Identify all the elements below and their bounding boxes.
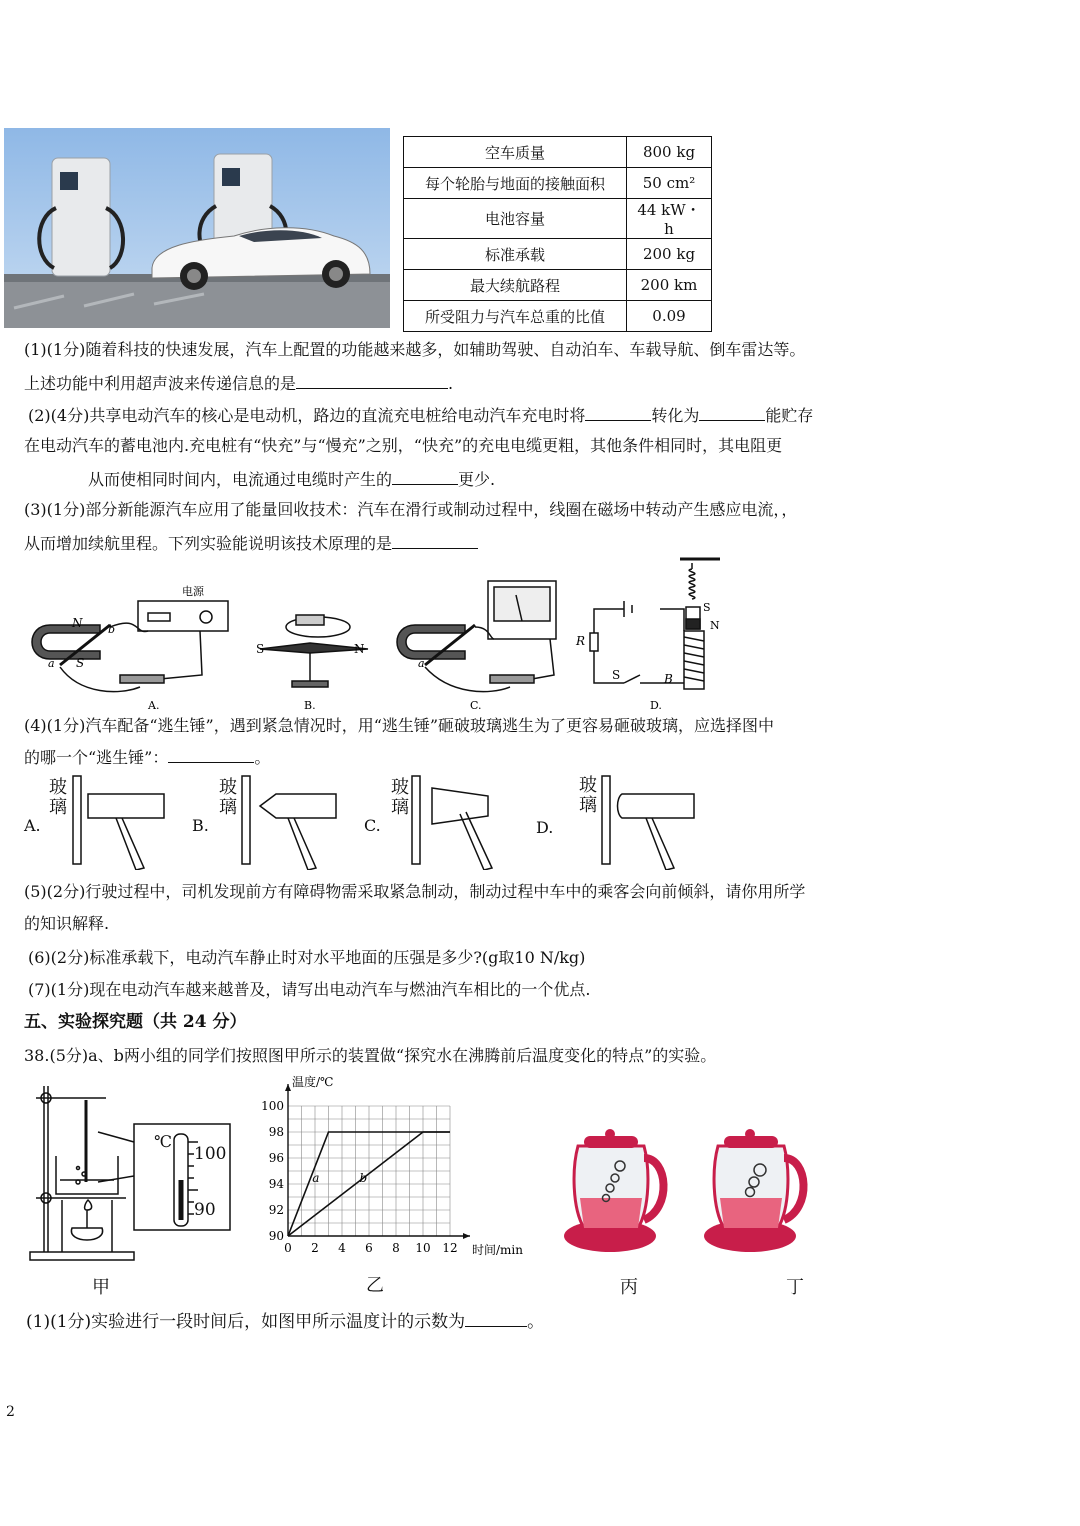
spec-key: 空车质量 xyxy=(404,137,627,168)
q2-line2: 在电动汽车的蓄电池内.充电桩有“快充”与“慢充”之别，“快充”的充电电缆更粗，其他条件相同时，其电阻更 xyxy=(24,436,783,455)
glass-label-b-2: 璃 xyxy=(219,797,237,818)
q7: (7)(1分)现在电动汽车越来越普及，请写出电动汽车与燃油汽车相比的一个优点. xyxy=(28,980,591,999)
hammer-option-a[interactable]: A. xyxy=(24,816,41,835)
q4-end: 。 xyxy=(254,748,271,767)
y-axis-arrow xyxy=(285,1084,291,1091)
fig-a-b: b xyxy=(108,623,116,636)
thermometer-mark-90: 90 xyxy=(194,1200,216,1220)
y-tick-label: 100 xyxy=(261,1099,284,1113)
q2-line1 xyxy=(28,404,813,426)
series-label-a: a xyxy=(312,1171,320,1185)
spec-value: 800 kg xyxy=(627,137,712,168)
fig-d-switch-s: S xyxy=(612,668,621,682)
hammer-option-b[interactable]: B. xyxy=(192,816,209,835)
spec-row xyxy=(404,199,712,239)
y-tick-label: 90 xyxy=(268,1229,284,1243)
spec-row xyxy=(404,168,712,199)
kettle-bing xyxy=(560,1128,680,1258)
figure-d xyxy=(590,559,720,689)
fig-a-n: N xyxy=(72,616,83,630)
q5-line1: (5)(2分)行驶过程中，司机发现前方有障碍物需采取紧急制动，制动过程中车中的乘客会向前倾斜，请你用所学 xyxy=(24,882,806,901)
y-tick-label: 92 xyxy=(268,1203,284,1217)
section-5-heading: 五、实验探究题（共 24 分） xyxy=(24,1012,247,1032)
q2-text-c: 能贮存 xyxy=(765,406,814,425)
figure-label-yi: 乙 xyxy=(366,1275,384,1296)
glass-label-a-2: 璃 xyxy=(49,797,67,818)
q38-1-end: 。 xyxy=(527,1312,545,1332)
spec-key: 每个轮胎与地面的接触面积 xyxy=(404,168,627,199)
q3-line1: (3)(1分)部分新能源汽车应用了能量回收技术：汽车在滑行或制动过程中，线圈在磁场中转动产生感应电流，， xyxy=(24,500,798,519)
q2-text-3a: 从而使相同时间内，电流通过电缆时产生的 xyxy=(88,470,393,489)
fig-a-label: A. xyxy=(148,699,160,712)
q2-line3 xyxy=(88,468,495,490)
fig-d-b: B xyxy=(664,672,673,686)
figure-jia-apparatus xyxy=(26,1080,236,1266)
q2-blank-2[interactable] xyxy=(699,404,765,421)
q4-answer-blank[interactable] xyxy=(168,746,254,763)
kettle-ding xyxy=(700,1128,820,1258)
hammer-option-d[interactable]: D. xyxy=(536,818,554,837)
spec-row xyxy=(404,270,712,301)
spec-key: 标准承载 xyxy=(404,239,627,270)
q2-text-3b: 更少. xyxy=(458,470,496,489)
thermometer-unit: ℃ xyxy=(154,1132,172,1151)
power-label: 电源 xyxy=(182,585,204,598)
fig-d-s: S xyxy=(703,601,711,614)
q38-1-text: (1)(1分)实验进行一段时间后，如图甲所示温度计的示数为 xyxy=(26,1312,466,1332)
fig-d-label: D. xyxy=(650,699,662,712)
glass-label-d-2: 璃 xyxy=(579,795,597,816)
spec-value: 200 kg xyxy=(627,239,712,270)
spec-row xyxy=(404,137,712,168)
series-label-b: b xyxy=(359,1171,368,1185)
glass-label-d-1: 玻 xyxy=(579,775,597,796)
fig-a-s: S xyxy=(76,656,85,670)
fig-b-s: S xyxy=(256,642,265,656)
q38: 38.(5分)a、b两小组的同学们按照图甲所示的装置做“探究水在沸腾前后温度变化的特点”的实验。 xyxy=(24,1046,717,1065)
figure-label-jia: 甲 xyxy=(92,1277,110,1298)
q6: (6)(2分)标准承载下，电动汽车静止时对水平地面的压强是多少?(g取10 N/kg) xyxy=(28,948,586,967)
y-tick-label: 94 xyxy=(268,1177,284,1191)
temperature-chart xyxy=(256,1070,536,1260)
spec-value: 200 km xyxy=(627,270,712,301)
glass-label-c-1: 玻 xyxy=(391,777,409,798)
figure-a xyxy=(32,601,228,692)
q2-blank-1[interactable] xyxy=(585,404,651,421)
spec-value: 50 cm² xyxy=(627,168,712,199)
x-tick-label: 6 xyxy=(365,1241,373,1255)
experiment-figures xyxy=(20,555,730,715)
spec-key: 所受阻力与汽车总重的比值 xyxy=(404,301,627,332)
y-axis-label: 温度/℃ xyxy=(292,1075,334,1089)
glass-label-b-1: 玻 xyxy=(219,777,237,798)
spec-row xyxy=(404,239,712,270)
fig-b-n: N xyxy=(354,642,365,656)
q1-line2 xyxy=(24,372,453,394)
q1-end: . xyxy=(448,374,454,393)
q2-text-a: (2)(4分)共享电动汽车的核心是电动机，路边的直流充电桩给电动汽车充电时将 xyxy=(28,406,586,425)
thermometer-mark-100: 100 xyxy=(194,1144,227,1164)
x-axis-arrow xyxy=(463,1233,470,1239)
figure-c xyxy=(397,581,556,692)
figure-b xyxy=(260,615,368,687)
q2-blank-3[interactable] xyxy=(392,468,458,485)
q1-line1: (1)(1分)随着科技的快速发展，汽车上配置的功能越来越多，如辅助驾驶、自动泊车、车载导航、倒车雷达等。 xyxy=(24,340,806,359)
fig-d-r: R xyxy=(576,634,586,648)
x-tick-label: 4 xyxy=(338,1241,346,1255)
x-tick-label: 8 xyxy=(392,1241,400,1255)
figure-label-bing: 丙 xyxy=(620,1277,638,1298)
fig-a-a: a xyxy=(48,657,55,670)
q4-text: 的哪一个“逃生锤”： xyxy=(24,748,169,767)
q3-text: 从而增加续航里程。下列实验能说明该技术原理的是 xyxy=(24,534,393,553)
fig-c-label: C. xyxy=(470,699,482,712)
q3-line2 xyxy=(24,532,478,554)
q4-line2 xyxy=(24,746,270,768)
q4-line1: (4)(1分)汽车配备“逃生锤”，遇到紧急情况时，用“逃生锤”砸破玻璃逃生为了更容易砸破玻璃，应选择图中 xyxy=(24,716,775,735)
vehicle-spec-table xyxy=(403,136,712,332)
q1-answer-blank[interactable] xyxy=(296,372,448,389)
glass-label-a-1: 玻 xyxy=(49,777,67,798)
q2-text-b: 转化为 xyxy=(651,406,700,425)
spec-key: 电池容量 xyxy=(404,199,627,239)
spec-value: 44 kW・h xyxy=(627,199,712,239)
fig-d-n: N xyxy=(710,619,720,632)
hammer-option-c[interactable]: C. xyxy=(364,816,381,835)
q1-line2-text: 上述功能中利用超声波来传递信息的是 xyxy=(24,374,297,393)
x-axis-label: 时间/min xyxy=(472,1243,523,1257)
q38-1-answer-blank[interactable] xyxy=(465,1310,527,1327)
x-tick-label: 12 xyxy=(442,1241,458,1255)
x-tick-label: 2 xyxy=(311,1241,319,1255)
y-tick-label: 96 xyxy=(268,1151,284,1165)
x-tick-label: 0 xyxy=(284,1241,292,1255)
fig-c-a: a xyxy=(418,657,425,670)
glass-label-c-2: 璃 xyxy=(391,797,409,818)
q38-1 xyxy=(26,1310,544,1332)
x-tick-label: 10 xyxy=(415,1241,431,1255)
charging-station-photo xyxy=(4,128,390,328)
spec-key: 最大续航路程 xyxy=(404,270,627,301)
q5-line2: 的知识解释. xyxy=(24,914,110,933)
spec-row xyxy=(404,301,712,332)
page-number: 2 xyxy=(6,1404,15,1420)
q3-answer-blank[interactable] xyxy=(392,532,478,549)
spec-value: 0.09 xyxy=(627,301,712,332)
y-tick-label: 98 xyxy=(268,1125,284,1139)
fig-b-label: B. xyxy=(304,699,316,712)
figure-label-ding: 丁 xyxy=(786,1277,804,1298)
